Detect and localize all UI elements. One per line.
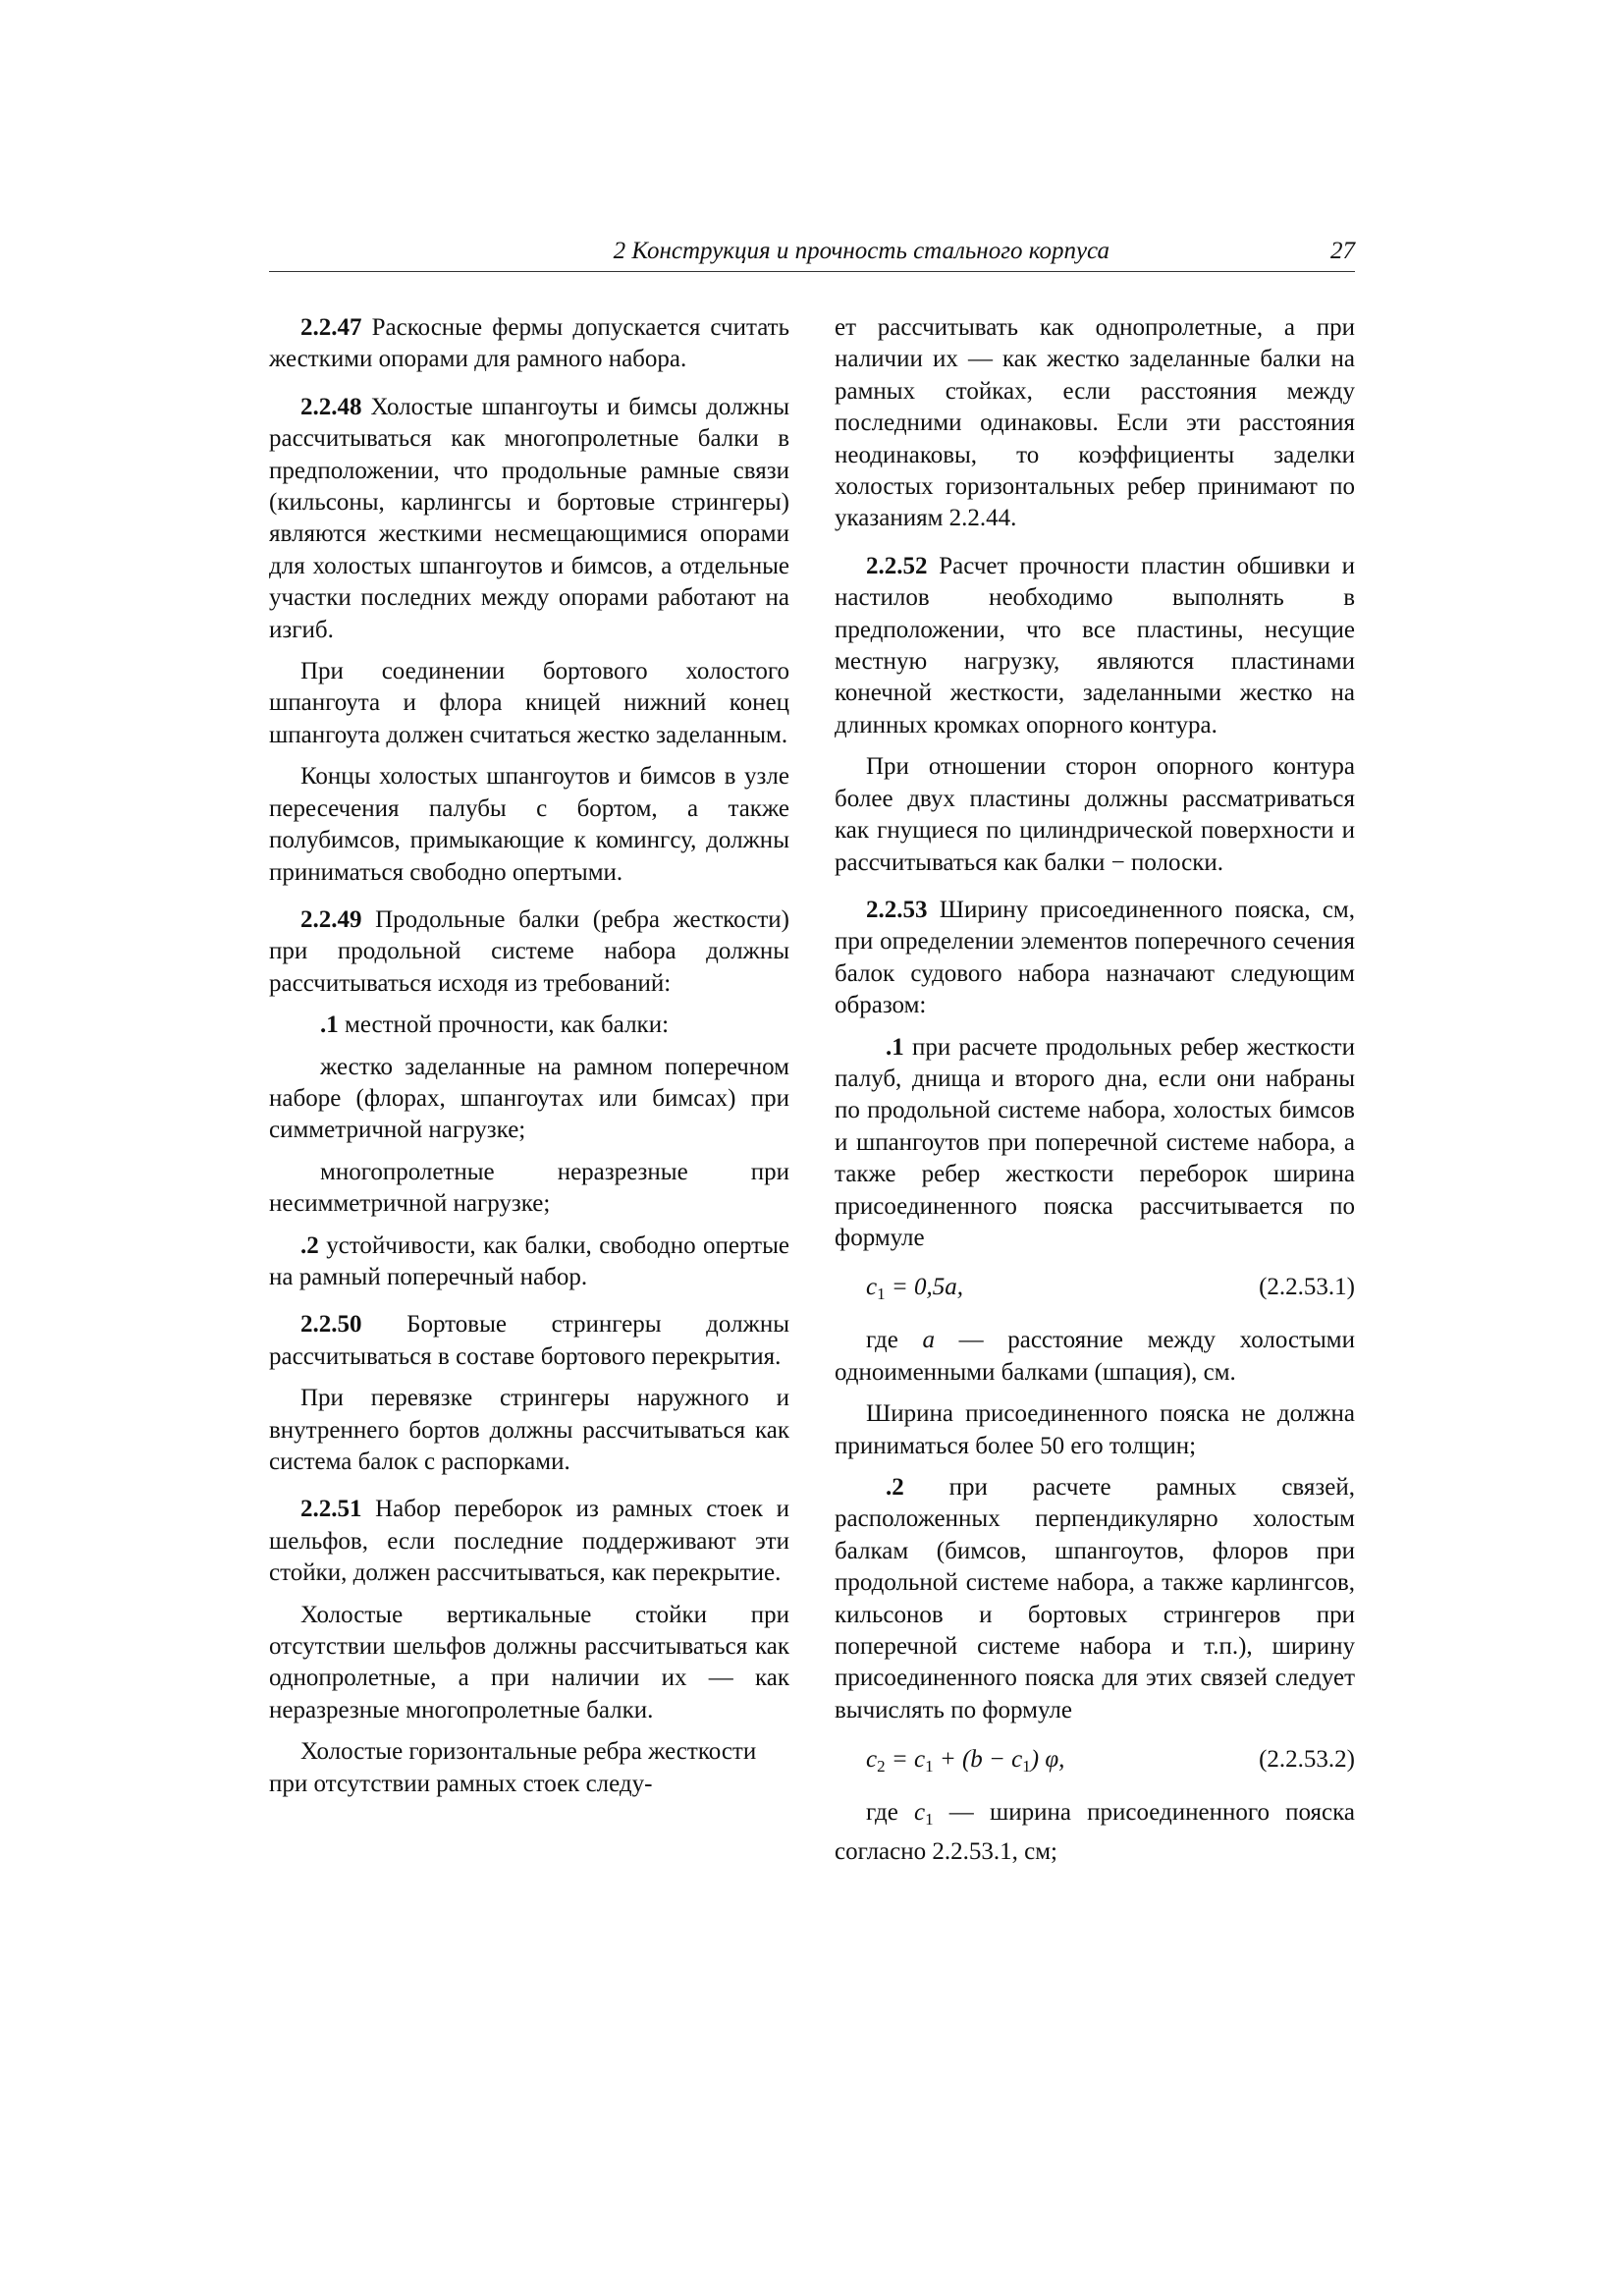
clause-number: 2.2.51 [300,1496,362,1523]
paragraph-2-2-47: 2.2.47 Раскосные фермы допускается считать жесткими опорами для рамного набора. [269,314,789,373]
paragraph-2-2-51: 2.2.51 Набор переборок из рамных стоек и шельфов, если последние поддерживают эти стойки, должен рассчитываться, как перекрытие. [269,1496,789,1587]
paragraph: где a — расстояние между холостыми одноименными балками (шпация), см. [835,1327,1355,1386]
paragraph: жестко заделанные на рамном поперечном наборе (флорах, шпангоутах или бимсах) при симметричной нагрузке; [269,1053,789,1144]
clause-number: 2.2.53 [866,896,928,923]
formula-2-2-53-2: $c_2 = c_1 + (b - c_1)$ φ, (2.2.53.2) [866,1746,1355,1777]
paragraph: Ширина присоединенного пояска не должна приниматься более 50 его толщин; [835,1400,1355,1459]
paragraph: При отношении сторон опорного контура более двух пластины должны рассматриваться как гнущиеся по цилиндрической поверхности и рассчитываться как балки − полоски. [835,753,1355,876]
list-number: .2 [886,1474,904,1501]
left-column [269,312,789,1800]
paragraph: Концы холостых шпангоутов и бимсов в узле пересечения палубы с бортом, а также полубимсов, примыкающие к комингсу, должны приниматься свободно опертыми. [269,763,789,886]
list-item: .2 устойчивости, как балки, свободно опертые на рамный поперечный набор. [269,1231,789,1290]
right-column [835,312,1355,1868]
clause-number: 2.2.49 [300,905,362,933]
paragraph: где $c_1$ — ширина присоединенного пояска согласно 2.2.53.1, см; [835,1799,1356,1865]
list-item: .1 местной прочности, как балки: [320,1011,670,1039]
paragraph-2-2-49: 2.2.49 Продольные балки (ребра жесткости) при продольной системе набора должны рассчитываться исходя из требований: [269,905,789,997]
paragraph: многопролетные неразрезные при несимметричной нагрузке; [269,1158,789,1218]
paragraph: Холостые горизонтальные ребра жесткости при отсутствии рамных стоек следу- [269,1738,757,1797]
paragraph-2-2-52: 2.2.52 Расчет прочности пластин обшивки и настилов необходимо выполнять в предположении, что все пластины, несущие местную нагрузку, являются пластинами конечной жесткости, заделанными жестко на длинных кромках опорного контура. [835,552,1355,738]
page-header [269,234,1355,272]
formula-reference: (2.2.53.1) [1259,1274,1355,1301]
paragraph-2-2-48: 2.2.48 Холостые шпангоуты и бимсы должны рассчитываться как многопролетные балки в предположении, что продольные рамные связи (кильсоны, карлингсы и бортовые стрингеры) являются жесткими несмещающимися опорами для холостых шпангоутов и бимсов, а отдельные участки последних между опорами работают на изгиб. [269,393,789,643]
paragraph: При соединении бортового холостого шпангоута и флора кницей нижний конец шпангоута должен считаться жестко заделанным. [269,658,789,748]
paragraph: ет рассчитывать как однопролетные, а при наличии их — как жестко заделанные балки на рамных стойках, если расстояния между последними одинаковы. Если эти расстояния неодинаковы, то коэффициенты заделки холостых горизонтальных ребер принимают по указаниям 2.2.44. [835,314,1355,532]
page-number: 27 [1330,238,1355,264]
formula-2-2-53-1: $c_1 = 0,5a$, (2.2.53.1) [866,1274,1355,1304]
clause-number: 2.2.50 [300,1311,362,1339]
paragraph-2-2-53: 2.2.53 Ширину присоединенного пояска, см, при определении элементов поперечного сечения балок судового набора назначают следующим образом: [835,896,1355,1019]
running-title: 2 Конструкция и прочность стального корпуса [613,238,1109,264]
paragraph-2-2-50: 2.2.50 Бортовые стрингеры должны рассчитываться в составе бортового перекрытия. [269,1311,789,1370]
list-item: .2 при расчете рамных связей, расположенных перпендикулярно холостым балкам (бимсов, шпангоутов, флоров при продольной системе набора, а также карлингсов, кильсонов и бортовых стрингеров при поперечной системе набора и т.п.), ширину присоединенного пояска для этих связей следует вычислять по формуле [835,1474,1355,1723]
list-number: .1 [886,1033,904,1061]
paragraph: При перевязке стрингеры наружного и внутреннего бортов должны рассчитываться как система балок с распорками. [269,1385,789,1475]
list-number: .1 [320,1011,339,1039]
paragraph: Холостые вертикальные стойки при отсутствии шельфов должны рассчитываться как однопролетные, а при наличии их — как неразрезные многопролетные балки. [269,1601,789,1723]
clause-number: 2.2.52 [866,552,928,579]
list-number: .2 [300,1231,319,1259]
clause-number: 2.2.47 [300,314,362,341]
clause-number: 2.2.48 [300,393,362,420]
formula-reference: (2.2.53.2) [1259,1746,1355,1774]
list-item: .1 при расчете продольных ребер жесткости палуб, днища и второго дна, если они набраны по продольной системе набора, холостых бимсов и шпангоутов при поперечной системе набора, а также ребер жесткости переборок ширина присоединенного пояска рассчитывается по формуле [835,1033,1355,1251]
